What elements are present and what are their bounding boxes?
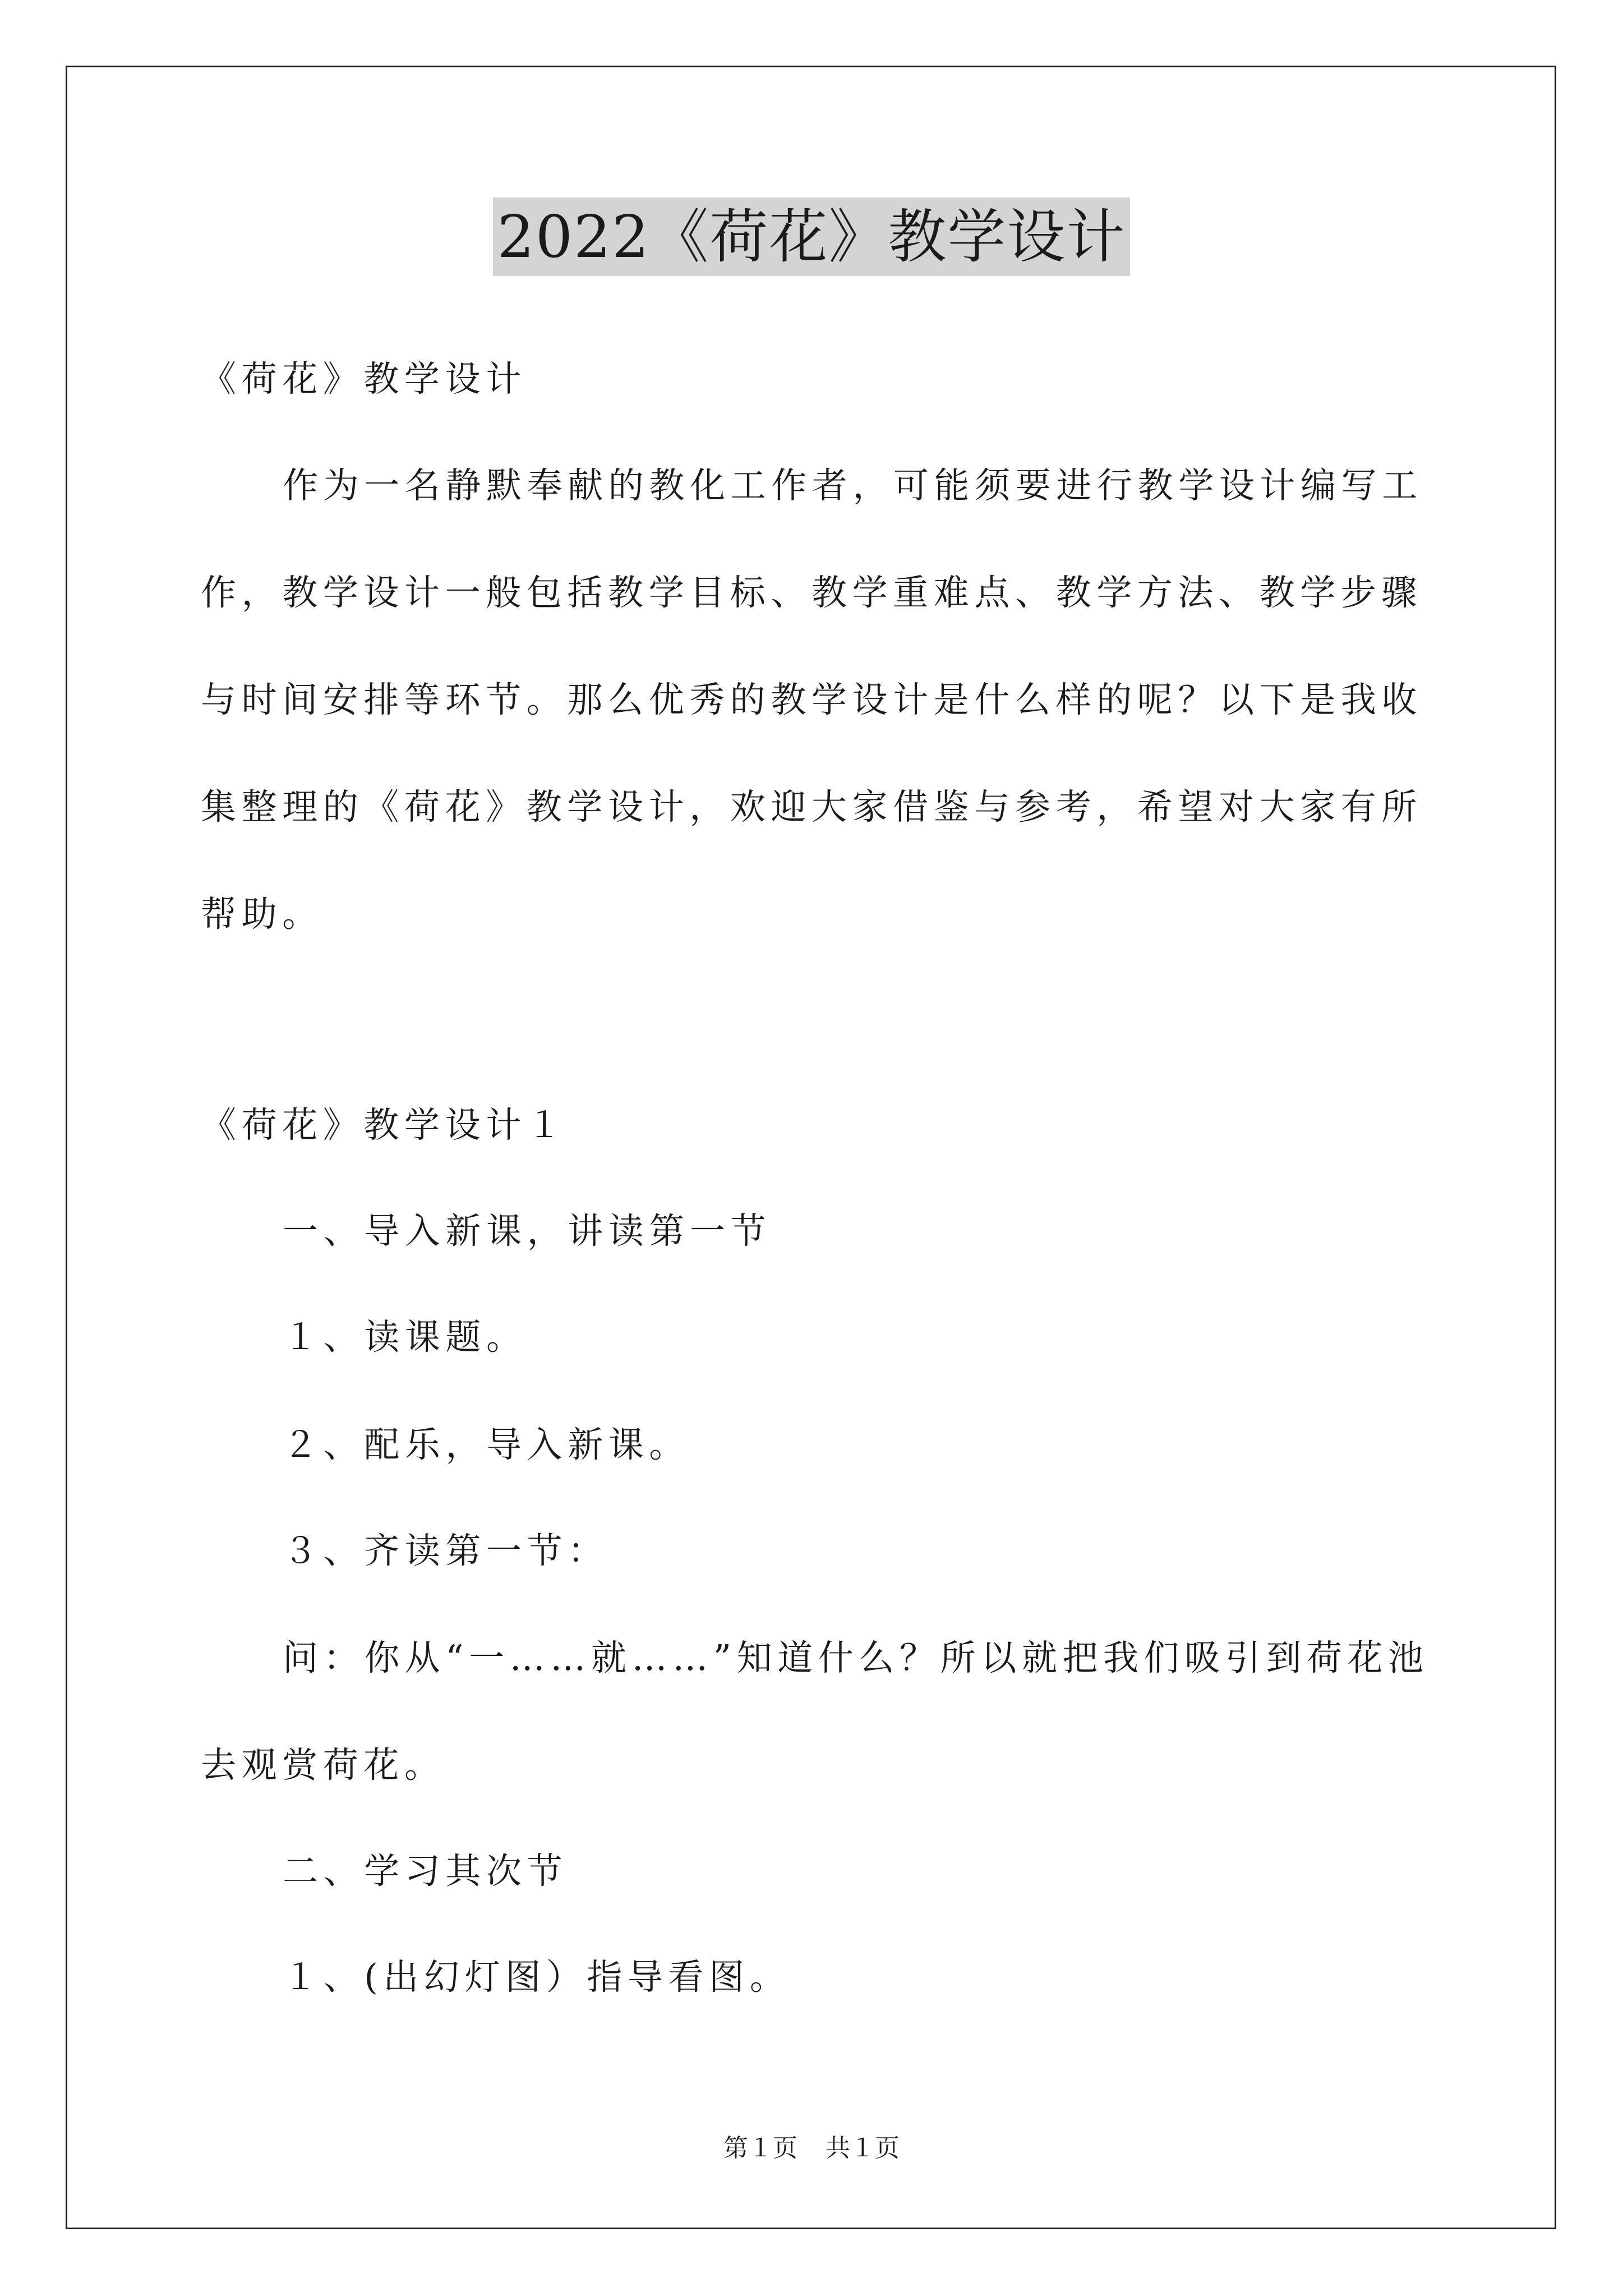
list-item: １、(出幻灯图）指导看图。 — [283, 1957, 791, 1998]
page-footer — [0, 2132, 1623, 2165]
list-item: ３、齐读第一节： — [283, 1530, 608, 1571]
section-heading: 《荷花》教学设计１ — [201, 1105, 568, 1145]
page-number-current: 第１页 — [723, 2134, 797, 2162]
list-item: １、读课题。 — [283, 1317, 527, 1358]
page-number-total: 共１页 — [826, 2134, 900, 2162]
part1-heading: 一、导入新课，讲读第一节 — [283, 1211, 772, 1251]
list-item: ２、配乐，导入新课。 — [283, 1424, 690, 1465]
part2-heading: 二、学习其次节 — [283, 1851, 568, 1892]
question-paragraph: 问：你从“一……就……”知道什么？所以就把我们吸引到荷花池去观赏荷花。 — [201, 1637, 1429, 1786]
document-title: 2022《荷花》教学设计 — [493, 197, 1131, 276]
intro-paragraph: 作为一名静默奉献的教化工作者，可能须要进行教学设计编写工作，教学设计一般包括教学目标、教学重难点、教学方法、教学步骤与时间安排等环节。那么优秀的教学设计是什么样的呢？以下是我收集整理的《荷花》教学设计，欢迎大家借鉴与参考，希望对大家有所帮助。 — [201, 465, 1423, 935]
document-subtitle: 《荷花》教学设计 — [201, 358, 527, 399]
title-container — [0, 197, 1623, 276]
